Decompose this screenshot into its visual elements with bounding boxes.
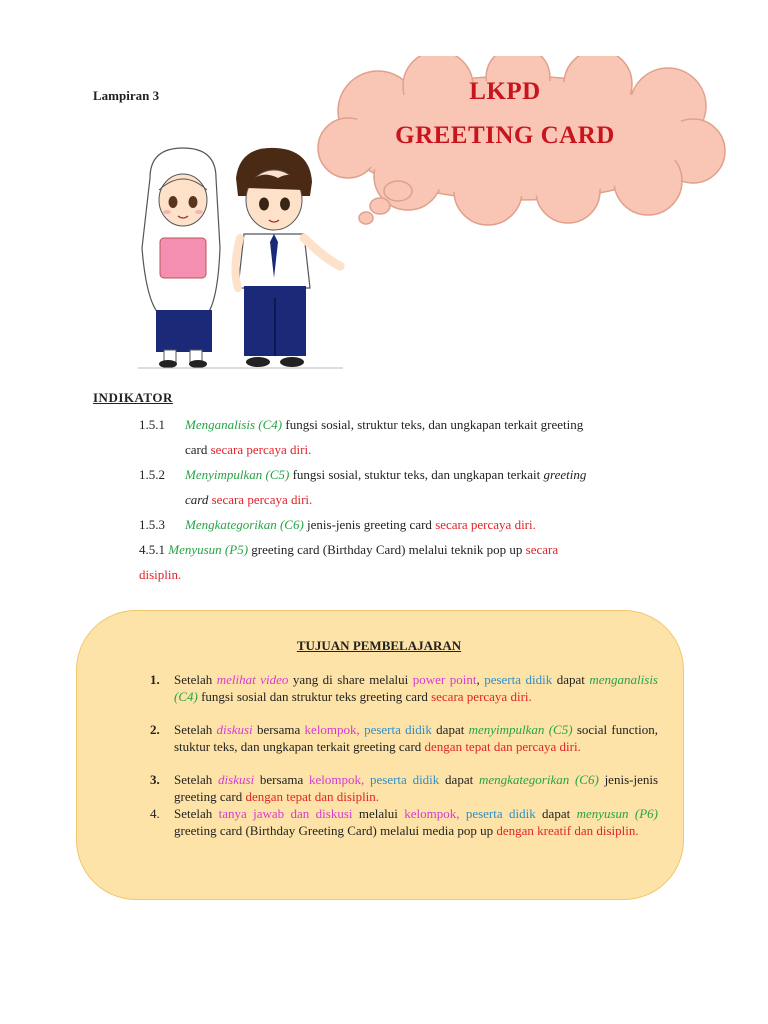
italic-text: card	[185, 492, 209, 507]
text: greeting card (Birthday Greeting Card) melalui media pop up	[174, 822, 497, 838]
text: yang di share melalui	[288, 672, 413, 687]
item-number: 1.	[150, 672, 160, 687]
green-text: menyimpulkan (C5)	[468, 722, 573, 737]
text: Setelah	[174, 722, 217, 737]
item-number: 1.5.3	[139, 517, 165, 532]
green-text: mengkategorikan (C6)	[478, 772, 599, 787]
blue-text: peserta didik	[484, 672, 553, 687]
text: dapat	[535, 806, 577, 821]
pink-text: kelompok,	[304, 722, 360, 737]
blue-text: peserta didik	[465, 806, 536, 821]
item-number: 1.5.2	[139, 467, 165, 482]
lampiran-label: Lampiran 3	[93, 88, 160, 103]
text: jenis-jenis greeting card	[174, 772, 659, 804]
pink-text: power point	[412, 672, 477, 687]
text: jenis-jenis greeting card	[303, 517, 436, 532]
text: Setelah	[174, 672, 217, 687]
text: social function, stuktur teks, dan ungkapan terkait greeting card	[174, 722, 659, 754]
red-text: secara percaya diri.	[208, 492, 313, 507]
item-number: 4.	[150, 806, 160, 821]
text: bersama	[252, 722, 305, 737]
text: fungsi sosial, struktur teks, dan ungkapan terkait greeting	[282, 417, 584, 432]
text: fungsi sosial, stuktur teks, dan ungkapan terkait	[289, 467, 544, 482]
red-text: secara	[525, 542, 559, 557]
blue-text: peserta didik	[364, 722, 432, 737]
indikator-item-4-continuation: disiplin.	[139, 567, 182, 582]
indikator-heading: INDIKATOR	[93, 390, 173, 405]
boy-figure	[235, 148, 340, 367]
item-number: 4.5.1	[139, 542, 165, 557]
page-title-greeting-card: GREETING CARD	[395, 122, 615, 149]
verb: Menyusun (P5)	[168, 542, 249, 557]
text: card	[185, 442, 211, 457]
pink-text: tanya jawab dan diskusi	[218, 806, 353, 821]
blue-text: peserta didik	[370, 772, 440, 787]
text: bersama	[254, 772, 309, 787]
green-text: menyusun (P6)	[576, 806, 659, 821]
text: fungsi sosial dan struktur teks greeting card	[197, 688, 432, 704]
tujuan-item-1	[150, 672, 658, 705]
verb: Menganalisis (C4)	[185, 417, 283, 432]
item-number: 2.	[150, 722, 160, 737]
text: Setelah	[174, 806, 219, 821]
text: dapat	[431, 722, 469, 737]
tujuan-item-2	[150, 722, 658, 755]
italic-text: greeting	[543, 467, 587, 482]
text: greeting card (Birthday Card) melalui teknik pop up	[248, 542, 526, 557]
text: dapat	[439, 772, 479, 787]
text: ,	[476, 672, 485, 687]
indikator-item-2	[139, 462, 675, 512]
pink-italic-text: melihat video	[216, 672, 289, 687]
tujuan-heading: TUJUAN PEMBELAJARAN	[296, 638, 462, 653]
pink-italic-text: diskusi	[218, 772, 255, 787]
red-text: secara percaya diri.	[435, 517, 536, 532]
red-text: secara percaya diri.	[210, 442, 312, 457]
pink-italic-text: diskusi	[216, 722, 253, 737]
text: melalui	[352, 806, 405, 821]
indikator-item-1	[139, 412, 675, 462]
students-illustration	[128, 138, 348, 370]
text: Setelah	[174, 772, 219, 787]
item-number: 1.5.1	[139, 417, 165, 432]
red-text: secara percaya diri.	[431, 688, 532, 704]
green-text: menganalisis (C4)	[174, 672, 658, 704]
verb: Menyimpulkan (C5)	[185, 467, 290, 482]
text: dapat	[552, 672, 590, 687]
red-text: dengan kreatif dan disiplin.	[496, 822, 639, 838]
pink-text: kelompok,	[404, 806, 460, 821]
pink-text: kelompok,	[308, 772, 365, 787]
verb: Mengkategorikan (C6)	[185, 517, 304, 532]
girl-figure	[142, 148, 220, 368]
red-text: dengan tepat dan percaya diri.	[424, 738, 581, 754]
tujuan-item-3	[150, 772, 658, 805]
red-text: dengan tepat dan disiplin.	[245, 788, 380, 804]
indikator-item-3	[139, 512, 675, 537]
indikator-item-4	[139, 537, 675, 562]
page-title-lkpd: LKPD	[469, 78, 541, 105]
item-number: 3.	[150, 772, 160, 787]
tujuan-item-4	[150, 806, 658, 839]
